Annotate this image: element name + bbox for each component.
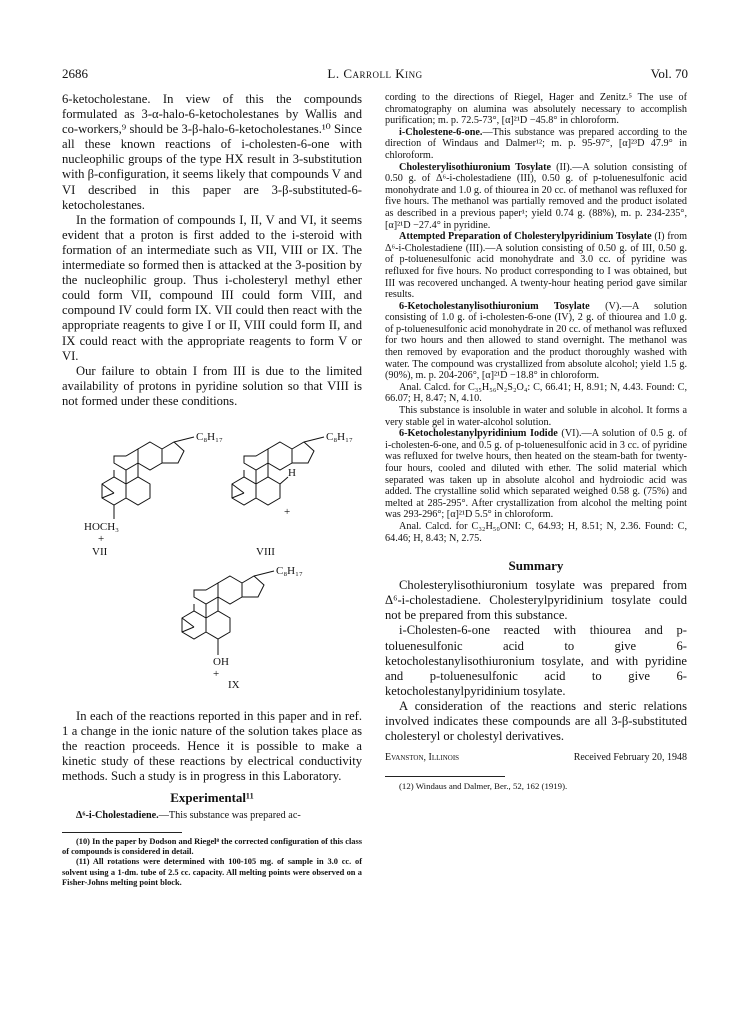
charge-label: + — [284, 505, 291, 518]
paragraph — [385, 301, 687, 382]
paragraph-text: —This substance was prepared according to the direction of Windaus and Dalmer¹²; m. p. 95-97°, [α]²³D 47.9° in chloroform. — [385, 126, 687, 161]
paragraph — [385, 428, 687, 521]
footnote: (12) Windaus and Dalmer, Ber., 52, 162 (1919). — [399, 781, 568, 792]
location: Evanston, Illinois — [385, 752, 460, 764]
volume-label: Vol. 70 — [650, 66, 688, 81]
paragraph: 6-ketocholestane. In view of this the compounds formulated as 3-α-halo-6-ketocholestanes by Wallis and co-workers,⁹ should be 3-β-halo-6-ketocholestanes.¹⁰ Since all these known reactions of i-cholesten-6-one with nucleophilic groups of the type HX result in 3-substitution with β-configuration, it seems likely that compounds V and VI described in this paper are 3-β-substituted-6-ketocholestanes. — [62, 92, 362, 212]
paragraph-text: (V).—A solution consisting of 1.0 g. of i-cholesten-6-one (IV), 2 g. of thiourea and 1.0 g. of p-toluenesulfonic acid monohydrate in 20 cc. of methanol was refluxed for two hours and then allowed to stand overnight. The methanol was then removed by evaporation and the product thoroughly washed with water. The compound was crystallized from absolute alcohol; yield 1.5 g. (90%), m. p. 204-206°, [α]²¹D −18.8° in chloroform. — [385, 300, 687, 382]
analysis: Anal. Calcd. for C₃₂H₅₀ONI: C, 64.93; H, 8.51; N, 2.36. Found: C, 64.46; H, 8.43; N, 2.75. — [385, 520, 687, 544]
substituent-label: HOCH₃ — [84, 520, 120, 533]
compound-name: Δ⁶-i-Cholestadiene. — [76, 810, 159, 822]
compound-name: 6-Ketocholestanylisothiuronium Tosylate — [399, 300, 590, 312]
paragraph-text: (II).—A solution consisting of 0.50 g. of Δ⁶-i-cholestadiene (III), 0.50 g. of p-toluenesulfonic acid monohydrate and 1.0 g. of thiourea in 20 cc. of methanol was refluxed for five hours. The methanol was partially removed and the product isolated as described in a previous paper¹; yield 0.74 g. (88%), m. p. 234-235°, [α]²¹D −27.4° in pyridine. — [385, 161, 688, 231]
paragraph: cording to the directions of Riegel, Hager and Zenitz.⁵ The use of chromatography on alumina was absolutely necessary to accomplish purification; m. p. 72.5-73°, [α]²¹D −45.8° in chloroform. — [385, 92, 687, 127]
structural-formulas — [62, 409, 362, 709]
compound-number: VIII — [256, 545, 275, 558]
footnote-rule — [385, 776, 505, 777]
left-column — [62, 92, 362, 888]
signature-line — [385, 752, 687, 766]
compound-name: 6-Ketocholestanylpyridinium Iodide — [399, 428, 558, 440]
paragraph-text: (VI).—A solution of 0.5 g. of i-cholesten-6-one, and 0.5 g. of p-toluenesulfonic acid in 3 cc. of pyridine was refluxed for twelve hours, then heated on the steam-bath for twenty-four hours, cooled and diluted with ether. The solid material which separated was taken up in absolute alcohol and hydroiodic acid was added. The crystalline solid which separated weighed 0.58 g. (75%) and melted at 285-295°. After crystallization from alcohol the melting point was 293-296°; [α]²¹D 5.5° in chloroform. — [385, 428, 687, 521]
compound-name: Attempted Preparation of Cholesterylpyridinium Tosylate — [399, 231, 652, 243]
paragraph — [385, 231, 687, 301]
paragraph-text: —This substance was prepared ac- — [158, 810, 301, 822]
page-number: 2686 — [62, 66, 88, 81]
paragraph: Our failure to obtain I from III is due to the limited availability of protons in pyridine solution so that VIII is not formed under these conditions. — [62, 363, 362, 408]
hydrogen-label: H — [288, 466, 296, 479]
footnote: (11) All rotations were determined with 100-105 mg. of sample in 3.0 cc. of solvent using a 1-dm. tube of 2.5 cc. capacity. All melting points were observed on a Fisher-Johns melting point block. — [62, 857, 362, 887]
footnote: (10) In the paper by Dodson and Riegel⁸ the corrected configuration of this class of compounds is considered in detail. — [62, 837, 362, 857]
running-author: L. Carroll King — [327, 66, 423, 81]
paragraph-text: (I) from Δ⁶-i-Cholestadiene (III).—A solution consisting of 0.50 g. of III, 0.50 g. of p-toluenesulfonic acid monohydrate and 3.0 cc. of pyridine was refluxed for five hours. No product corresponding to I was obtained, but III was recovered unchanged. A twenty-hour heating period gave similar results. — [385, 231, 687, 301]
paragraph — [385, 127, 687, 162]
summary-paragraph: Cholesterylisothiuronium tosylate was prepared from Δ⁶-i-cholestadiene. Cholesterylpyridinium tosylate could not be prepared from this substance. — [385, 578, 687, 623]
paragraph: In the formation of compounds I, II, V and VI, it seems evident that a proton is first added to the i-steroid with formation of an intermediate such as VII, VIII or IX. The intermediate so formed then is attacked at the 3-position by the nucleophilic group. Thus i-cholesteryl methyl ether could form VII, compound III could form VIII, and compound IV could form IX. VII could then react with the appropriate reagents to give I or II, VIII could form II, and IX could react with the appropriate reagents to form V or VI. — [62, 212, 362, 363]
received-date: Received February 20, 1948 — [573, 752, 687, 764]
compound-number: IX — [228, 678, 240, 691]
compound-name: i-Cholestene-6-one. — [399, 126, 483, 138]
paragraph — [385, 162, 687, 232]
compound-name: Cholesterylisothiuronium Tosylate — [399, 161, 552, 173]
analysis: Anal. Calcd. for C₃₅H₅₆N₂S₂O₄: C, 66.41; H, 8.91; N, 4.43. Found: C, 66.07; H, 8.47; N, 4.10. — [385, 381, 687, 405]
section-heading: Experimental¹¹ — [170, 790, 254, 806]
summary-paragraph: i-Cholesten-6-one reacted with thiourea and p-toluenesulfonic acid to give 6-ketocholestanylisothiuronium tosylate, and with pyridine and p-toluenesulfonic acid to give 6-ketocholestanylpyridinium tosylate. — [385, 623, 687, 698]
charge-label: + — [213, 667, 220, 680]
side-chain-label: C₈H₁₇ — [276, 564, 303, 577]
footnote-rule — [62, 832, 182, 833]
charge-label: + — [98, 532, 105, 545]
paragraph — [62, 810, 362, 822]
compound-number: VII — [92, 545, 108, 558]
substituent-label: OH — [213, 655, 229, 668]
summary-paragraph: A consideration of the reactions and steric relations involved indicates these compounds are all 3-β-substituted cholesteryl or cholestyl derivatives. — [385, 698, 687, 744]
side-chain-label: C₈H₁₇ — [326, 430, 353, 443]
right-column — [385, 92, 687, 791]
section-heading: Summary — [508, 558, 564, 574]
paragraph: In each of the reactions reported in this paper and in ref. 1 a change in the ionic nature of the solution takes place as the reaction proceeds. Hence it is possible to make a kinetic study of these reactions by electrical conductivity methods. Such a study is in progress in this Laboratory. — [62, 708, 362, 784]
side-chain-label: C₈H₁₇ — [196, 430, 223, 443]
running-header — [62, 66, 688, 82]
paragraph: This substance is insoluble in water and soluble in alcohol. It forms a very stable gel in water-alcohol solution. — [385, 405, 687, 428]
